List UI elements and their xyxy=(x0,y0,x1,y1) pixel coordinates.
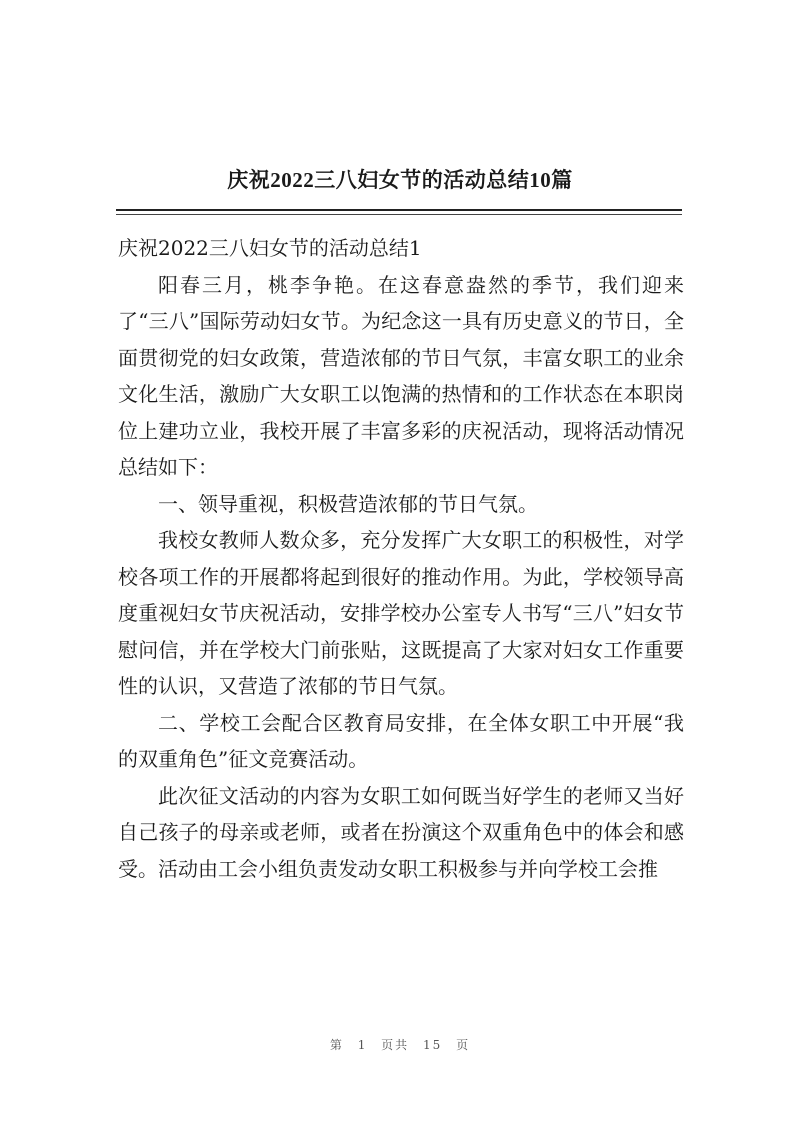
title-rule-thick xyxy=(116,209,682,211)
section-heading: 庆祝2022三八妇女节的活动总结1 xyxy=(118,236,422,260)
paragraph-point-one-body: 我校女教师人数众多，充分发挥广大女职工的积极性，对学校各项工作的开展都将起到很好的推动作用。为此，学校领导高度重视妇女节庆祝活动，安排学校办公室专人书写“三八”妇女节慰问信，并在学校大门前张贴，这既提高了大家对妇女工作重要性的认识，又营造了浓郁的节日气氛。 xyxy=(118,528,684,698)
footer-current-page: 1 xyxy=(357,1038,368,1052)
footer-mid: 页共 xyxy=(381,1038,410,1052)
title-rule-thin xyxy=(116,214,682,215)
footer-suffix: 页 xyxy=(456,1038,471,1052)
footer-total-pages: 15 xyxy=(423,1038,443,1052)
document-title: 庆祝2022三八妇女节的活动总结10篇 xyxy=(227,168,573,192)
page-footer xyxy=(0,1036,800,1053)
document-body xyxy=(118,230,684,887)
paragraph-point-two-body: 此次征文活动的内容为女职工如何既当好学生的老师又当好自己孩子的母亲或老师，或者在扮演这个双重角色中的体会和感受。活动由工会小组负责发动女职工积极参与并向学校工会推 xyxy=(118,783,684,881)
paragraph-point-two-heading: 二、学校工会配合区教育局安排，在全体女职工中开展“我的双重角色”征文竞赛活动。 xyxy=(118,710,684,771)
paragraph-point-one-heading: 一、领导重视，积极营造浓郁的节日气氛。 xyxy=(158,491,538,516)
footer-prefix: 第 xyxy=(329,1038,344,1052)
paragraph-intro: 阳春三月，桃李争艳。在这春意盎然的季节，我们迎来了“三八”国际劳动妇女节。为纪念这一具有历史意义的节日，全面贯彻党的妇女政策，营造浓郁的节日气氛，丰富女职工的业余文化生活，激励广大女职工以饱满的热情和的工作状态在本职岗位上建功立业，我校开展了丰富多彩的庆祝活动，现将活动情况总结如下： xyxy=(118,272,684,479)
